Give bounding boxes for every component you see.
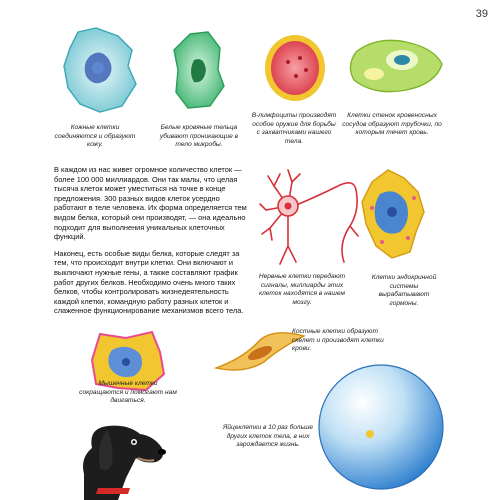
muscle-cell-caption: Мышечные клетки сокращаются и помогают нам двигаться.	[79, 380, 177, 405]
dog-illustration	[78, 418, 168, 500]
paragraph-2: Наконец, есть особые виды белка, которые следят за тем, что происходит внутри клетки. Они включают и выключают нужные гены, а также составляют график работ других белков. Необходимо очень много таких белков, чтобы контролировать жизнедеятельность каждой клетки, командную работу разных клеток и слаженное функционирование механизмов всего тела.	[54, 248, 244, 316]
endocrine-cell-caption: Клетки эндокринной системы вырабатывают гормоны.	[371, 274, 437, 307]
page-number: 39	[475, 8, 488, 20]
bone-cell-caption: Костные клетки образуют скелет и производят клетки крови.	[292, 328, 384, 353]
white-blood-cell-caption: Белые кровяные тельца убивают проникающие в тело микробы.	[159, 124, 239, 149]
paragraph-1: В каждом из нас живет огромное количество клеток — более 100 000 миллиардов. Они так малы, что целая тысяча клеток может уместиться на точке в конце предложения. 300 разных видов клеток усердно работают в теле человека. Их форма определяется тем видом белка, который они производят, — она идеально подходит для выполнения уникальных клеточных функций.	[54, 165, 247, 242]
white-blood-cell-illustration	[170, 30, 226, 110]
vessel-cell-illustration	[346, 34, 446, 98]
body-text	[54, 165, 250, 323]
skin-cell-caption: Кожные клетки соединяются и образуют кожу.	[54, 124, 136, 149]
vessel-cell-caption: Клетки стенок кровеносных сосудов образуют трубочки, по которым течет кровь.	[342, 112, 442, 137]
skin-cell-illustration	[60, 26, 138, 114]
nerve-cell-illustration	[258, 166, 362, 272]
b-lymphocyte-caption: В-лимфоциты производят особое оружие для борьбы с захватчиками нашего тела.	[251, 112, 337, 145]
egg-cell-caption: Яйцеклетки в 10 раз больше других клеток тела, в них зарождается жизнь.	[222, 424, 314, 449]
nerve-cell-caption: Нервные клетки передают сигналы, миллиарды этих клеток находятся в нашем мозгу.	[258, 273, 346, 306]
egg-cell-illustration	[316, 362, 446, 492]
endocrine-cell-illustration	[358, 168, 428, 260]
b-lymphocyte-illustration	[262, 32, 328, 104]
